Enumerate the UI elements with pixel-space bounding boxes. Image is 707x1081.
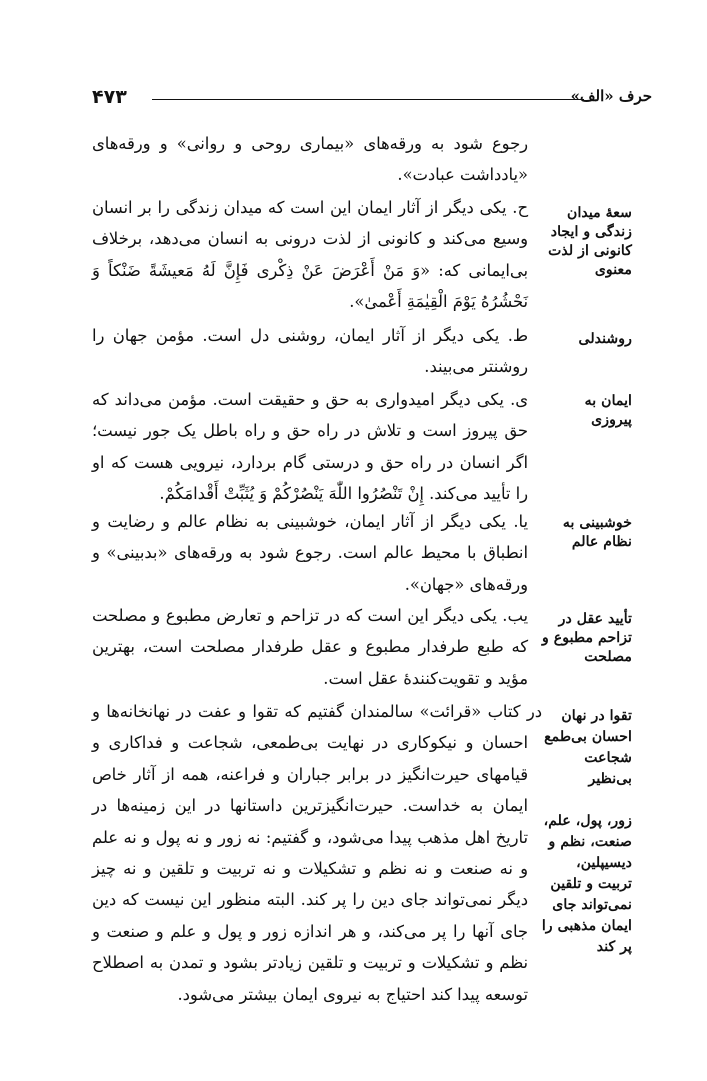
running-title: حرف «الف» bbox=[570, 87, 652, 105]
margin-heading: خوشبینی به نظام عالم bbox=[562, 515, 632, 550]
header-rule bbox=[152, 99, 584, 100]
entry-text: رجوع شود به ورقه‌های «بیماری روحی و روانی» و ورقه‌های «یادداشت عبادت». bbox=[92, 134, 528, 185]
margin-heading: سعهٔ میدان زندگی و ایجاد کانونی از لذت معنوی bbox=[548, 205, 632, 278]
entry-text: ط. یکی دیگر از آثار ایمان، روشنی دل است. مؤمن جهان را روشنتر می‌بیند. bbox=[92, 326, 528, 377]
margin-heading: تقوا در نهان احسان بی‌طمع شجاعت بی‌نظیر زور، پول، علم، صنعت، نظم و دیسیپلین، تربیت و تلقین نمی‌تواند جای ایمان مذهبی را پر کند bbox=[541, 708, 632, 955]
margin-heading: روشندلی bbox=[578, 331, 632, 347]
page-number: ۴۷۳ bbox=[92, 86, 127, 108]
entry-text: یب. یکی دیگر این است که در تزاحم و تعارض مطبوع و مصلحت که طبع طرفدار مطبوع و عقل طرفدار مصلحت است، بهترین مؤید و تقویت‌کنندهٔ عقل است. bbox=[92, 606, 528, 688]
margin-heading: تأیید عقل در تزاحم مطبوع و مصلحت bbox=[542, 611, 632, 665]
entry-text: یا. یکی دیگر از آثار ایمان، خوشبینی به نظام عالم و رضایت و انطباق با محیط عالم است. رجوع شود به ورقه‌های «بدبینی» و ورقه‌های «جهان». bbox=[92, 512, 528, 594]
entry-text: ی. یکی دیگر امیدواری به حق و حقیقت است. مؤمن می‌داند که حق پیروز است و تلاش در راه حق و راه باطل یک جور نیست؛ اگر انسان در راه حق و درستی گام بردارد، نیرویی هست که او را تأیید می‌کند. إِنْ تَنْصُرُوا اللّٰهَ یَنْصُرْکُمْ وَ یُثَبِّتْ أَقْدامَکُمْ. bbox=[92, 390, 528, 504]
entry-text: در کتاب «قرائت» سالمندان گفتیم که تقوا و عفت در نهانخانه‌ها و احسان و نیکوکاری در نهایت بی‌طمعی، شجاعت و فداکاری و قیامهای حیرت‌انگیز در برابر جباران و فراعنه، همه از آثار خاص ایمان به خداست. حیرت‌انگیزترین داستانها در این زمینه‌ها در تاریخ اهل مذهب پیدا می‌شود، و گفتیم: نه زور و نه پول و نه علم و نه صنعت و نه نظم و تشکیلات و نه تربیت و تلقین و نه چیز دیگر نمی‌تواند جای دین را پر کند. البته منظور این نیست که دین جای آنها را پر می‌کند، و هر اندازه زور و پول و علم و صنعت و نظم و تشکیلات و تربیت و تلقین زیادتر بشود و تمدن به اصطلاح توسعه پیدا کند احتیاج به نیروی ایمان بیشتر می‌شود. bbox=[92, 702, 542, 1004]
margin-heading: ایمان به پیروزی bbox=[584, 393, 632, 428]
page-header bbox=[92, 86, 652, 112]
entry-text: ح. یکی دیگر از آثار ایمان این است که میدان زندگی را بر انسان وسیع می‌کند و کانونی از لذت درونی به انسان می‌دهد، برخلاف بی‌ایمانی که: «وَ مَنْ أَعْرَضَ عَنْ ذِکْری فَإِنَّ لَهُ مَعیشَةً ضَنْکاً وَ نَحْشُرُهُ یَوْمَ الْقِیٰمَةِ أَعْمیٰ». bbox=[92, 198, 528, 312]
